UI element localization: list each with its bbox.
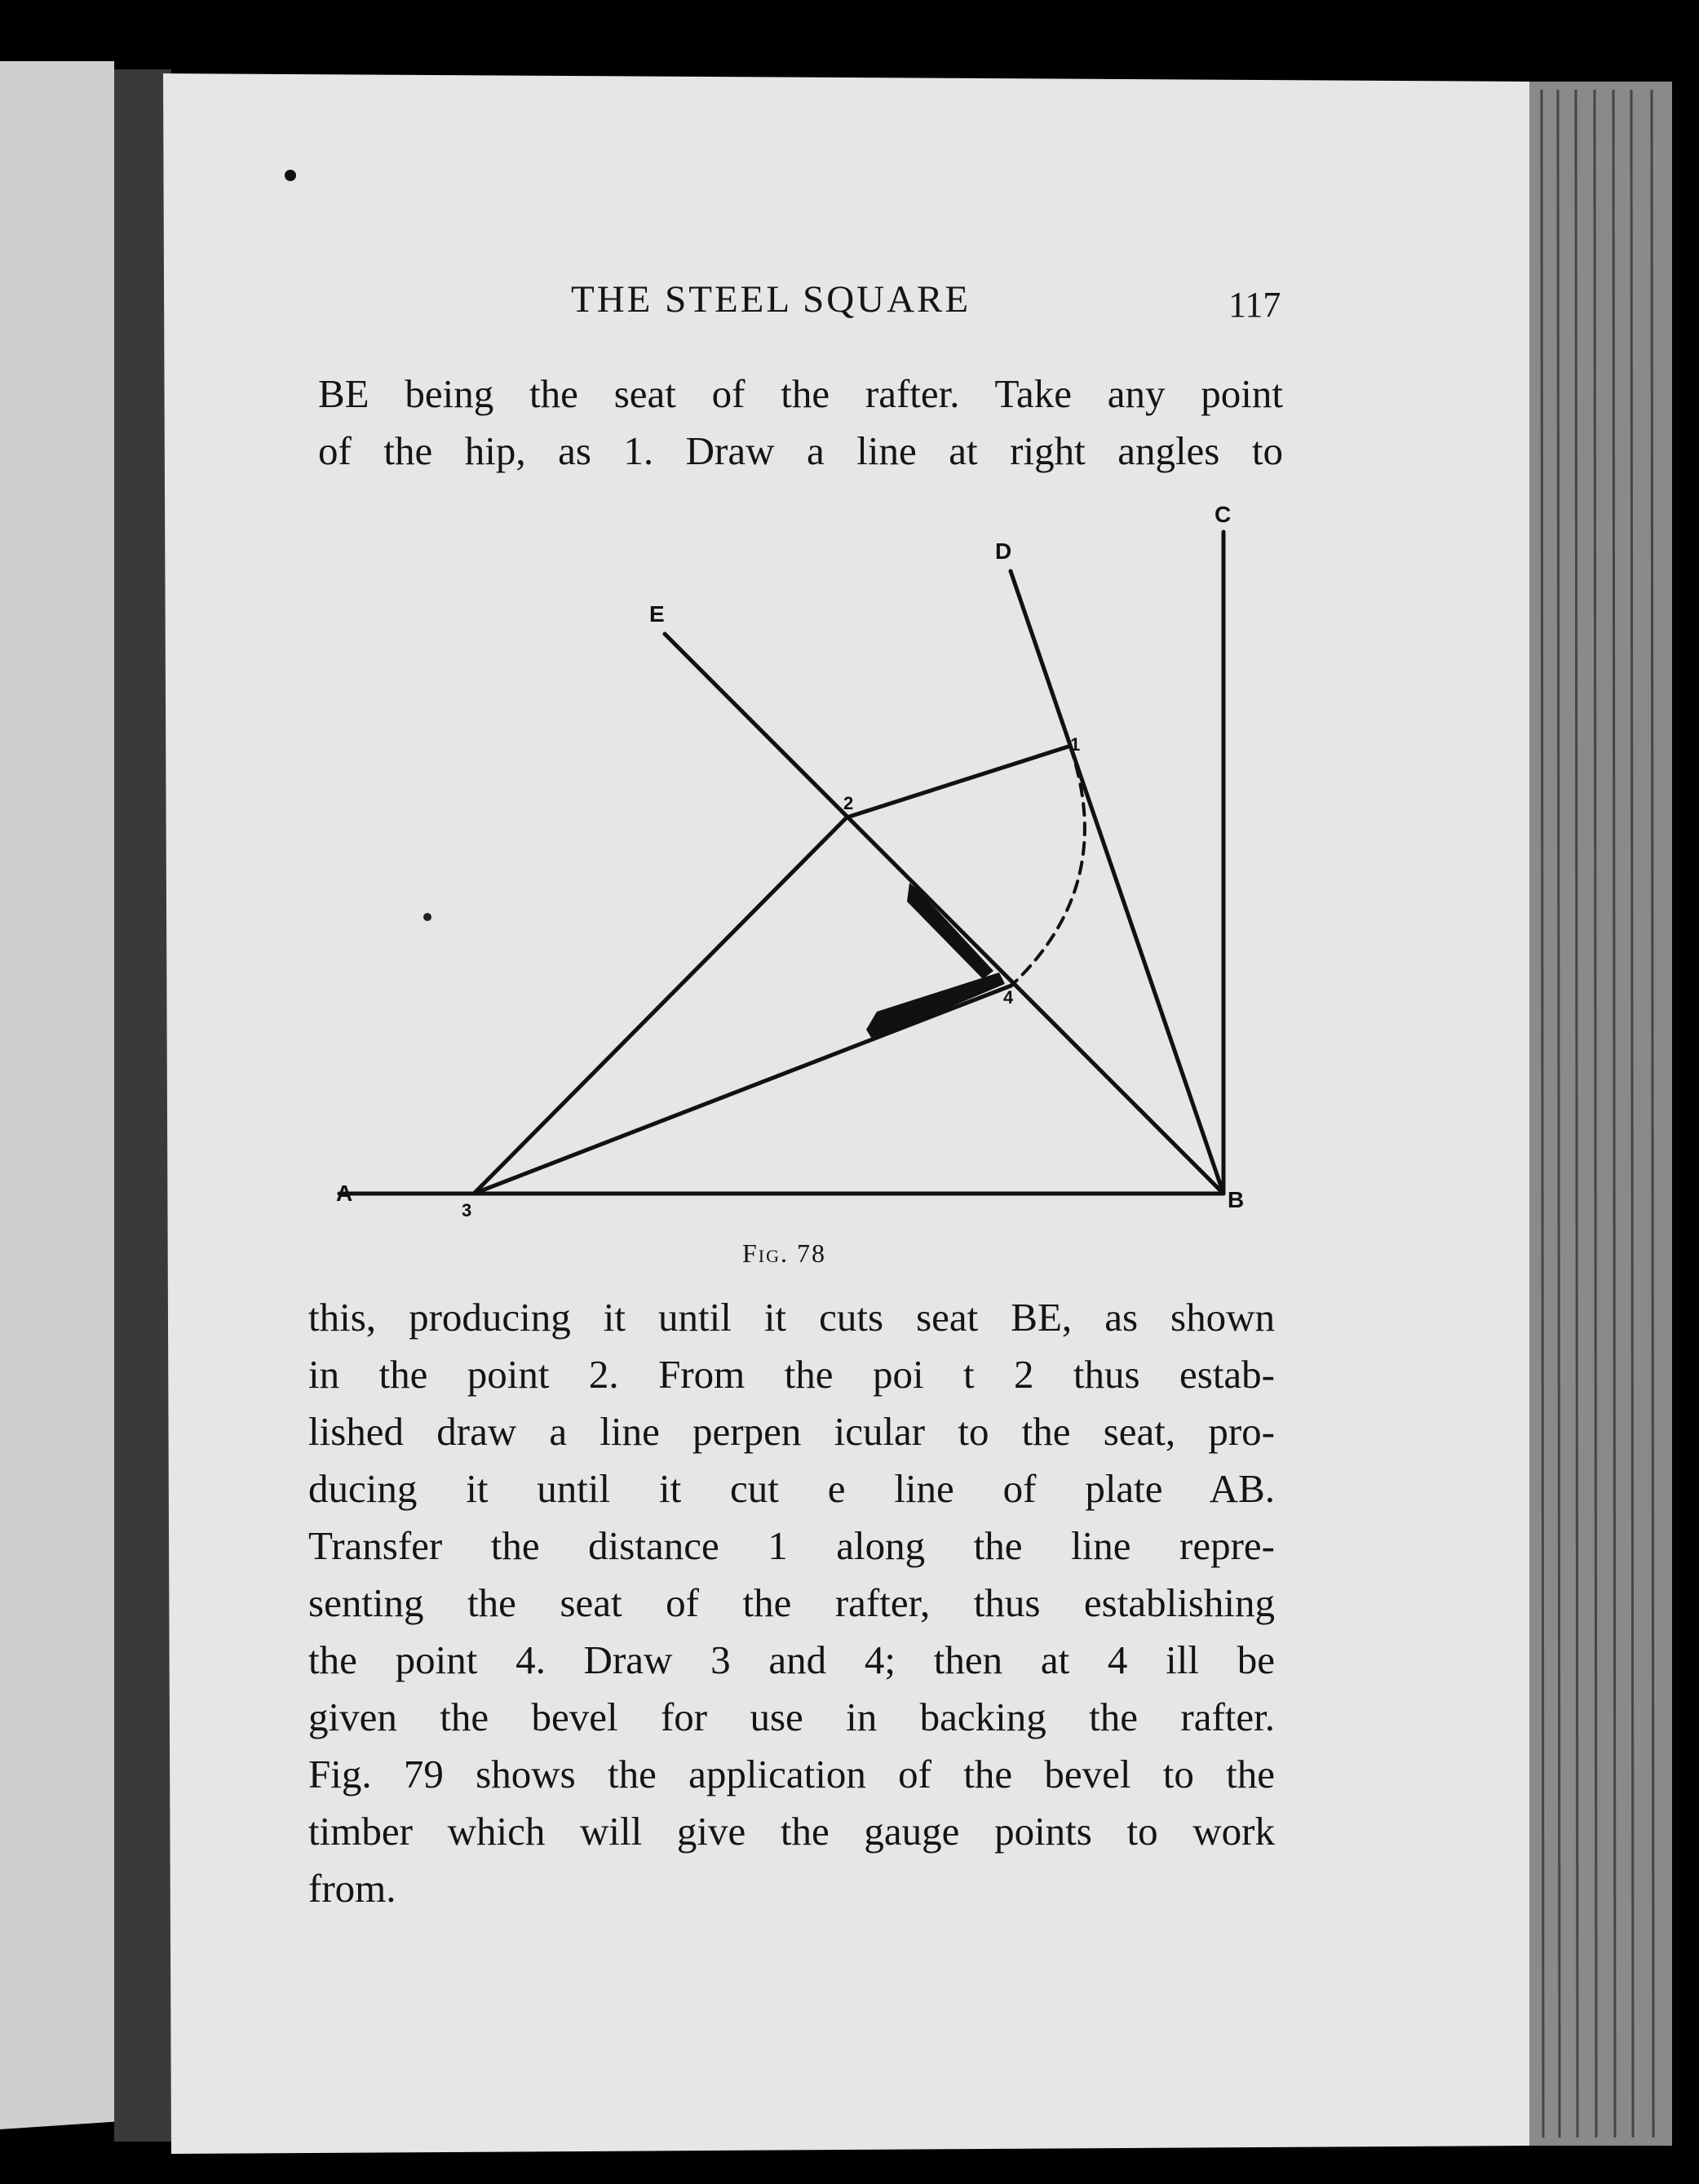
text-line: timber which will give the gauge points to work: [308, 1809, 1275, 1854]
label-b: B: [1228, 1187, 1245, 1212]
binding-gutter: [114, 69, 171, 2142]
text-line: the point 4. Draw 3 and 4; then at 4 ill be: [308, 1637, 1275, 1682]
text-line: this, producing it until it cuts seat BE, as shown: [308, 1295, 1275, 1340]
page-number: 117: [1228, 285, 1281, 325]
label-point-3: 3: [462, 1200, 472, 1220]
text-line: given the bevel for use in backing the rafter.: [308, 1694, 1275, 1739]
ink-speck: [423, 913, 431, 921]
text-line: Transfer the distance 1 along the line repre-: [308, 1523, 1275, 1568]
text-line: from.: [308, 1866, 396, 1911]
figure-caption: Fig. 78: [742, 1238, 827, 1268]
label-point-1: 1: [1070, 734, 1081, 755]
left-facing-page: [0, 61, 122, 2129]
text-line: of the hip, as 1. Draw a line at right angles to: [318, 428, 1283, 473]
label-point-2: 2: [843, 793, 854, 813]
text-line: ducing it until it cut e line of plate AB.: [308, 1466, 1275, 1511]
paragraph-bottom: [308, 1289, 1275, 1917]
label-d: D: [995, 538, 1012, 564]
ink-speck: [285, 170, 296, 181]
label-a: A: [336, 1181, 353, 1206]
text-line: BE being the seat of the rafter. Take any point: [318, 371, 1283, 416]
label-e: E: [649, 601, 665, 627]
text-line: senting the seat of the rafter, thus establishing: [308, 1580, 1275, 1625]
text-line: in the point 2. From the poi t 2 thus estab-: [308, 1352, 1275, 1397]
page-edge-stack: [1529, 82, 1672, 2146]
text-line: Fig. 79 shows the application of the bevel to the: [308, 1752, 1275, 1796]
paragraph-top: [318, 365, 1283, 488]
label-c: C: [1215, 502, 1232, 527]
label-point-4: 4: [1003, 987, 1014, 1008]
text-line: lished draw a line perpen icular to the seat, pro-: [308, 1409, 1275, 1454]
running-head: THE STEEL SQUARE: [571, 278, 971, 321]
